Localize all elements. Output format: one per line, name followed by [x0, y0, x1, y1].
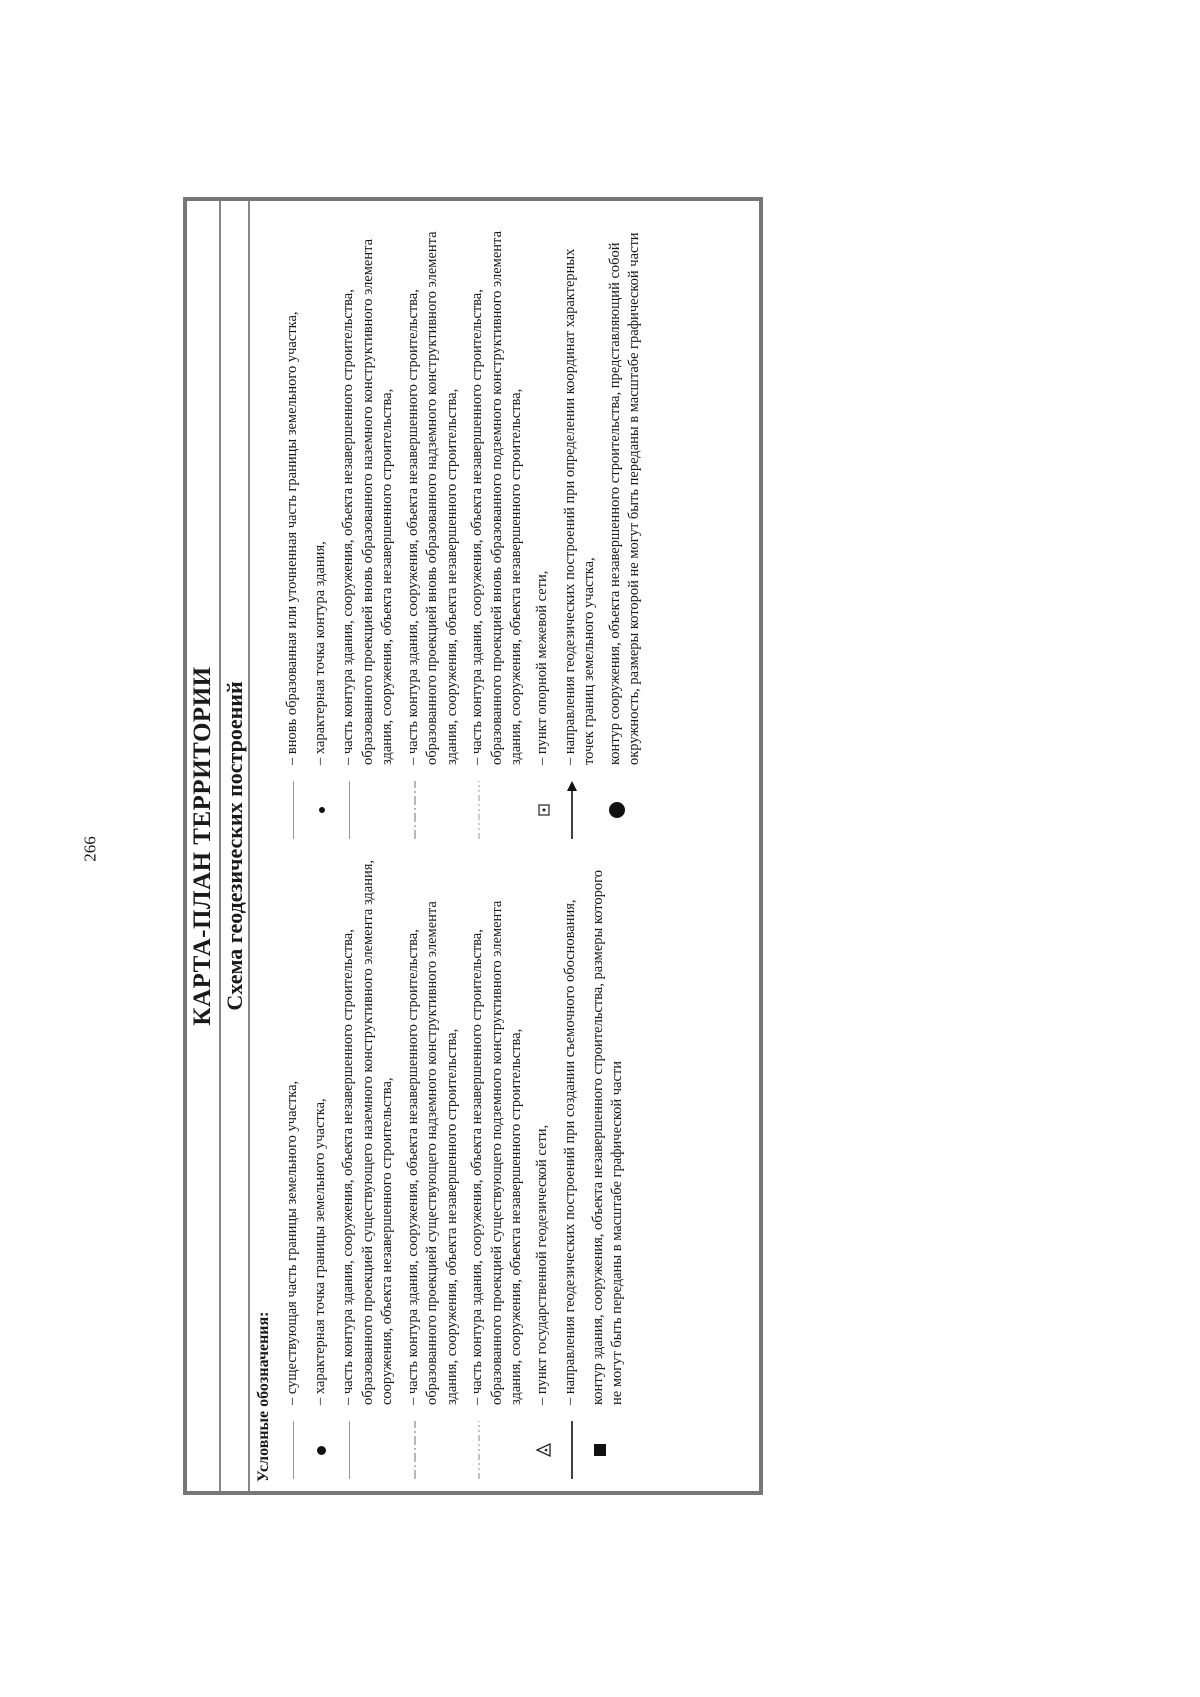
arrow-line-icon [561, 777, 583, 843]
filled-dot-icon [311, 777, 333, 843]
legend-item [468, 855, 527, 1483]
legend-column-right [283, 215, 651, 843]
legend-item-text: – направления геодезических построений при создании съемочного обоснования, [561, 899, 578, 1405]
legend-item-text: – часть контура здания, сооружения, объекта незавершенного строительства, образованного проекцией существующего надземного конструктивного элемента здания, сооружения, объекта незавершенного строительства, [404, 901, 460, 1405]
legend-column-left [283, 855, 651, 1483]
legend-item-text: – характерная точка границы земельного участка, [312, 1098, 328, 1405]
filled-circle-icon [606, 777, 628, 843]
legend-item [283, 215, 305, 843]
legend-item [311, 215, 333, 843]
legend-item [589, 855, 628, 1483]
legend-item [561, 855, 583, 1483]
page-title: КАРТА-ПЛАН ТЕРРИТОРИИ [187, 201, 221, 1491]
legend-item-text: – пункт государственной геодезической сети, [533, 1124, 550, 1405]
legend-item-text: – часть контура здания, сооружения, объекта незавершенного строительства, образованного проекцией вновь образованного наземного конструктивного элемента здания, сооружения, объекта незавершенного строительства, [340, 238, 395, 765]
solid-line-icon [339, 777, 361, 843]
dashed-line-icon [468, 1417, 490, 1483]
page-number [82, 826, 98, 872]
legend-item [404, 855, 463, 1483]
legend-item-text: контур здания, сооружения, объекта незавершенного строительства, размеры которого не могут быть переданы в масштабе графической части [589, 870, 625, 1405]
legend-item [561, 215, 600, 843]
legend-item-text: – часть контура здания, сооружения, объекта незавершенного строительства, образованного проекцией существующего подземного конструктивного элемента здания, сооружения, объекта незавершенного строительства, [469, 900, 524, 1405]
dash-dot-line-icon [404, 777, 426, 843]
legend-item [533, 855, 555, 1483]
legend-item-text: – характерная точка контура здания, [312, 541, 328, 765]
legend-item-text: – существующая часть границы земельного участка, [284, 1080, 300, 1405]
legend-columns [283, 201, 651, 1491]
solid-line-icon [283, 777, 305, 843]
dash-dot-line-icon [404, 1417, 426, 1483]
legend-item-text: – направления геодезических построений при определении координат характерных точек границ земельного участка, [561, 248, 597, 765]
legend-item [606, 215, 645, 843]
filled-square-icon [589, 1417, 611, 1483]
legend-heading: Условные обозначения: [255, 1311, 272, 1482]
legend-item [533, 215, 555, 843]
legend-item-text: – часть контура здания, сооружения, объекта незавершенного строительства, образованного проекцией существующего наземного конструктивного элемента здания, сооружения, объекта незавершенного строительства, [340, 859, 395, 1405]
page-subtitle: Схема геодезических построений [221, 201, 250, 1491]
triangle-icon [533, 1417, 555, 1483]
rotated-content [187, 201, 759, 1491]
legend-item [339, 855, 398, 1483]
legend-item-text: – пункт опорной межевой сети, [533, 570, 550, 765]
solid-line-icon [339, 1417, 361, 1483]
legend-item [311, 855, 333, 1483]
filled-dot-icon [311, 1417, 333, 1483]
legend-item [283, 855, 305, 1483]
boxed-dot-icon [533, 777, 555, 843]
arrow-line-icon [561, 1417, 583, 1483]
legend-item [339, 215, 398, 843]
dashed-line-icon [468, 777, 490, 843]
legend-item-text: – часть контура здания, сооружения, объекта незавершенного строительства, образованного проекцией вновь образованного подземного конструктивного элемента здания, сооружения, объекта незавершенного строительства, [469, 230, 524, 765]
page-number-text: 266 [80, 836, 100, 862]
legend-item [404, 215, 463, 843]
legend-item-text: – вновь образованная или уточненная часть границы земельного участка, [284, 311, 300, 765]
legend-item-text: – часть контура здания, сооружения, объекта незавершенного строительства, образованного проекцией вновь образованного надземного конструктивного элемента здания, сооружения, объекта незавершенного строительства, [404, 231, 460, 765]
legend-item-text: контур сооружения, объекта незавершенного строительства, представляющий собой окружность, размеры которой не могут быть переданы в масштабе графической части [606, 232, 642, 765]
map-plan-frame [183, 197, 763, 1495]
solid-line-icon [283, 1417, 305, 1483]
legend-item [468, 215, 527, 843]
